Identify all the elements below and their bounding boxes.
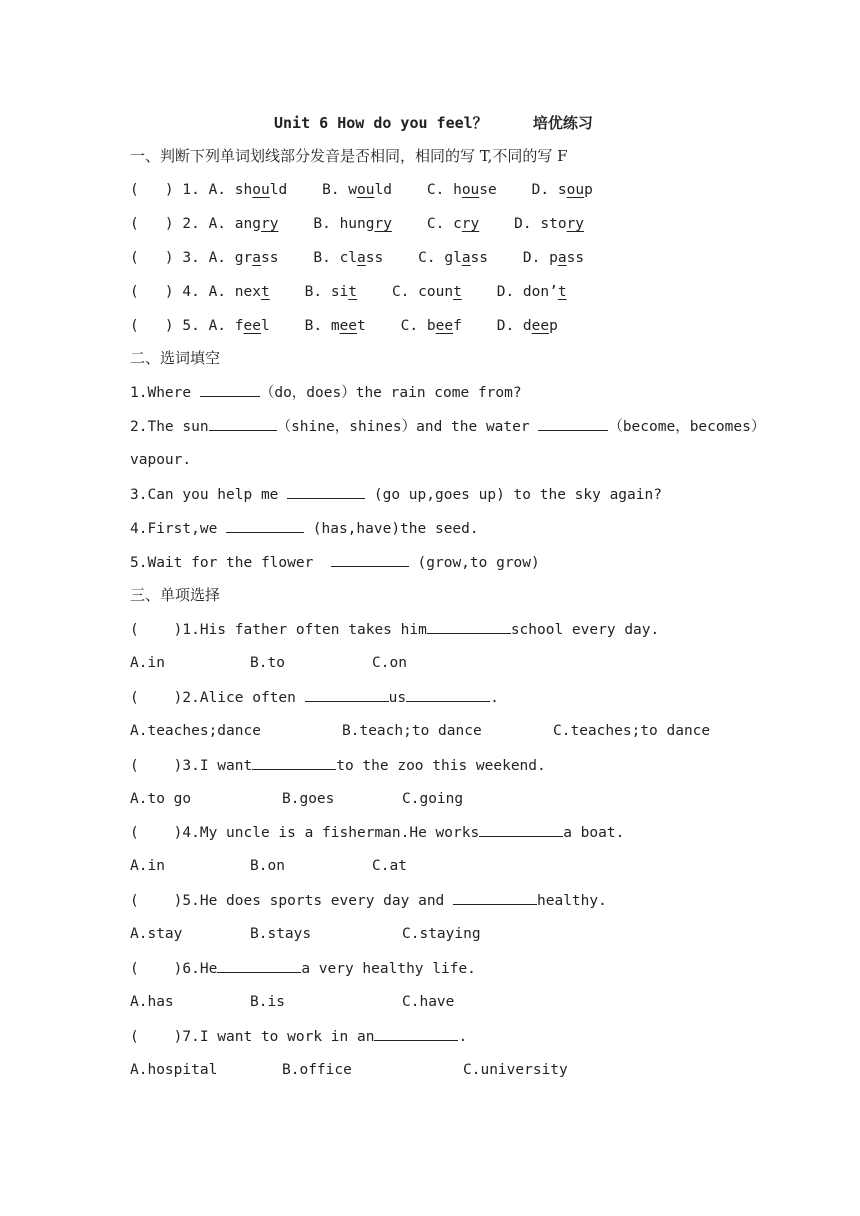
answer-blank[interactable] <box>453 890 537 905</box>
fill-question-2: 2.The sun （shine，shines）and the water （become，becomes） <box>130 416 765 437</box>
choice-option[interactable]: A.hospital <box>130 1062 218 1078</box>
choice-question: ( )6.He a very healthy life. <box>130 958 476 979</box>
choice-option[interactable]: A.teaches;dance <box>130 723 261 739</box>
choice-option[interactable]: C.at <box>372 858 407 874</box>
pronunciation-item: ( ) 3. A. grass B. class C. glass D. pass <box>130 250 585 266</box>
answer-blank[interactable] <box>226 518 304 533</box>
answer-bracket[interactable]: ( ) <box>130 318 183 334</box>
fill-question-3: 3.Can you help me (go up,goes up) to the sky again? <box>130 484 662 505</box>
answer-bracket[interactable]: ( ) <box>130 250 183 266</box>
answer-bracket[interactable]: ( ) <box>130 216 183 232</box>
page-title <box>274 112 593 133</box>
answer-bracket[interactable]: ( ) <box>130 182 183 198</box>
choice-option[interactable]: C.on <box>372 655 407 671</box>
choice-option[interactable]: A.has <box>130 994 174 1010</box>
section1-heading: 一、判断下列单词划线部分发音是否相同，相同的写 T,不同的写 F <box>130 147 568 165</box>
answer-bracket[interactable]: ( <box>130 1029 174 1045</box>
choice-option[interactable]: B.goes <box>282 791 335 807</box>
section3-heading: 三、单项选择 <box>130 586 221 604</box>
choice-option[interactable]: A.stay <box>130 926 183 942</box>
choice-option[interactable]: B.teach;to dance <box>342 723 482 739</box>
answer-bracket[interactable]: ( <box>130 961 174 977</box>
answer-blank[interactable] <box>331 552 409 567</box>
answer-bracket[interactable]: ( <box>130 758 174 774</box>
choice-option[interactable]: C.going <box>402 791 464 807</box>
answer-bracket[interactable]: ( ) <box>130 284 183 300</box>
choice-option[interactable]: B.on <box>250 858 285 874</box>
answer-blank[interactable] <box>209 416 277 431</box>
fill-question-4: 4.First,we (has,have)the seed. <box>130 518 479 539</box>
answer-bracket[interactable]: ( <box>130 825 174 841</box>
title-cn: 培优练习 <box>532 114 593 132</box>
answer-blank[interactable] <box>538 416 608 431</box>
choice-question: ( )2.Alice often us . <box>130 687 499 708</box>
fill-question-1: 1.Where （do，does）the rain come from? <box>130 382 522 403</box>
choice-option[interactable]: A.in <box>130 858 165 874</box>
answer-blank[interactable] <box>252 755 336 770</box>
choice-question: ( )5.He does sports every day and healthy. <box>130 890 607 911</box>
answer-blank[interactable] <box>479 822 563 837</box>
choice-question: ( )4.My uncle is a fisherman.He works a boat. <box>130 822 624 843</box>
choice-option[interactable]: C.have <box>402 994 455 1010</box>
answer-blank[interactable] <box>374 1026 458 1041</box>
answer-blank[interactable] <box>287 484 365 499</box>
choice-question: ( )7.I want to work in an . <box>130 1026 467 1047</box>
choice-option[interactable]: B.is <box>250 994 285 1010</box>
choice-option[interactable]: A.to go <box>130 791 192 807</box>
answer-blank[interactable] <box>427 619 511 634</box>
answer-blank[interactable] <box>200 382 260 397</box>
choice-option[interactable]: B.to <box>250 655 285 671</box>
choice-option[interactable]: C.university <box>463 1062 568 1078</box>
pronunciation-item: ( ) 5. A. feel B. meet C. beef D. deep <box>130 318 558 334</box>
choice-option[interactable]: B.office <box>282 1062 352 1078</box>
choice-option[interactable]: C.staying <box>402 926 481 942</box>
choice-option[interactable]: C.teaches;to dance <box>553 723 711 739</box>
section2-heading: 二、选词填空 <box>130 349 221 367</box>
answer-blank[interactable] <box>406 687 490 702</box>
answer-bracket[interactable]: ( <box>130 690 174 706</box>
pronunciation-item: ( ) 1. A. should B. would C. house D. soup <box>130 182 593 198</box>
choice-option[interactable]: B.stays <box>250 926 312 942</box>
pronunciation-item: ( ) 4. A. next B. sit C. count D. don’t <box>130 284 567 300</box>
answer-blank[interactable] <box>305 687 389 702</box>
pronunciation-item: ( ) 2. A. angry B. hungry C. cry D. story <box>130 216 585 232</box>
answer-blank[interactable] <box>217 958 301 973</box>
title-en: Unit 6 How do you feel？ <box>274 114 488 132</box>
answer-bracket[interactable]: ( <box>130 622 174 638</box>
choice-option[interactable]: A.in <box>130 655 165 671</box>
fill-question-5: 5.Wait for the flower (grow,to grow) <box>130 552 540 573</box>
choice-question: ( )3.I want to the zoo this weekend. <box>130 755 546 776</box>
answer-bracket[interactable]: ( <box>130 893 174 909</box>
choice-question: ( )1.His father often takes him school every day. <box>130 619 659 640</box>
fill-question-2-cont: vapour. <box>130 452 192 468</box>
